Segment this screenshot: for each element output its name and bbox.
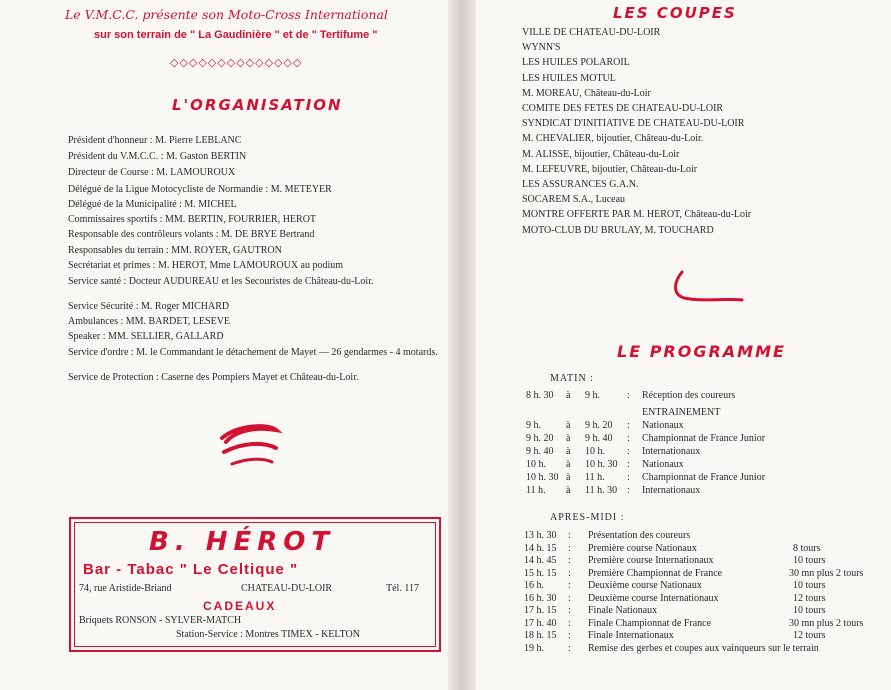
ad-phone: Tél. 117: [386, 583, 419, 594]
matin-desc: Nationaux: [642, 459, 684, 470]
am-tours: 12 tours: [793, 630, 826, 641]
am-time: 14 h. 45: [524, 555, 557, 566]
matin-label: MATIN :: [550, 373, 594, 384]
matin-desc: Championnat de France Junior: [642, 472, 766, 483]
matin-colon: :: [627, 390, 630, 401]
am-colon: :: [568, 542, 571, 554]
organisation-title: L'ORGANISATION: [172, 96, 343, 114]
organisation-line: Ambulances : MM. BARDET, LESEVE: [68, 316, 231, 327]
am-time: 16 h.: [524, 580, 544, 591]
matin-time: 10 h.: [526, 459, 546, 470]
matin-desc: Réception des coureurs: [642, 390, 736, 401]
matin-time: 8 h. 30: [526, 390, 554, 401]
am-tours: 30 mn plus 2 tours: [789, 617, 864, 629]
organisation-line: Président du V.M.C.C. : M. Gaston BERTIN: [68, 151, 247, 162]
am-colon: :: [568, 567, 571, 579]
am-time: 15 h. 15: [524, 567, 557, 579]
matin-time: 10 h. 30: [526, 472, 559, 483]
swirl-ornament-icon: [214, 420, 284, 470]
coupe-item: SOCAREM S.A., Luceau: [522, 194, 626, 206]
am-desc: Première Championnat de France: [588, 567, 723, 579]
matin-a: à: [566, 472, 571, 483]
matin-time: 11 h.: [526, 485, 546, 496]
organisation-line: Délégué de la Ligue Motocycliste de Normandie : M. METEYER: [68, 184, 332, 195]
coupe-item: LES HUILES MOTUL: [522, 72, 616, 84]
am-time: 13 h. 30: [524, 530, 557, 541]
organisation-line: Responsable des contrôleurs volants : M. DE BRYE Bertrand: [68, 229, 315, 240]
flourish-ornament-icon: [660, 268, 750, 308]
herot-advertisement: [69, 517, 441, 652]
matin-colon: :: [627, 459, 630, 470]
coupes-title: LES COUPES: [613, 4, 737, 22]
am-tours: 8 tours: [793, 542, 821, 554]
coupe-item: WYNN'S: [522, 42, 561, 54]
ad-line-1: Briquets RONSON - SYLVER-MATCH: [79, 615, 242, 626]
matin-to: 9 h. 40: [585, 433, 613, 444]
organisation-line: Secrétariat et primes : M. HEROT, Mme LAMOUROUX au podium: [68, 260, 344, 271]
am-colon: :: [568, 630, 571, 641]
am-tours: 10 tours: [793, 580, 826, 591]
matin-time: 9 h.: [526, 420, 541, 431]
matin-a: à: [566, 459, 571, 470]
coupe-item: MONTRE OFFERTE PAR M. HEROT, Château-du-Loir: [522, 209, 752, 221]
am-colon: :: [568, 642, 571, 654]
am-tours: 10 tours: [793, 605, 826, 616]
matin-a: à: [566, 420, 571, 431]
matin-a: à: [566, 485, 571, 496]
am-tours: 12 tours: [793, 592, 826, 604]
matin-to: 10 h.: [585, 446, 605, 457]
matin-to: 9 h.: [585, 390, 600, 401]
ad-name: B. HÉROT: [149, 527, 336, 557]
am-tours: 10 tours: [793, 555, 826, 566]
matin-colon: :: [627, 485, 630, 496]
am-desc: Première course Nationaux: [588, 542, 697, 554]
am-time: 19 h.: [524, 642, 544, 654]
matin-a: à: [566, 390, 571, 401]
apresmidi-label: APRES-MIDI :: [550, 512, 625, 523]
am-time: 17 h. 40: [524, 617, 557, 629]
am-desc: Finale Internationaux: [588, 630, 674, 641]
organisation-line: Commissaires sportifs : MM. BERTIN, FOURRIER, HEROT: [68, 214, 317, 225]
am-colon: :: [568, 580, 571, 591]
matin-to: 10 h. 30: [585, 459, 618, 470]
am-colon: :: [568, 592, 571, 604]
organisation-line: Service Sécurité : M. Roger MICHARD: [68, 301, 230, 312]
coupe-item: LES HUILES POLAROIL: [522, 57, 630, 69]
ad-line-2: Station-Service : Montres TIMEX - KELTON: [176, 629, 360, 640]
coupe-item: M. LEFEUVRE, bijoutier, Château-du-Loir: [522, 163, 698, 175]
coupe-item: MOTO-CLUB DU BRULAY, M. TOUCHARD: [522, 224, 714, 236]
am-tours: 30 mn plus 2 tours: [789, 567, 864, 579]
matin-colon: :: [627, 446, 630, 457]
fleuron-divider: ◇◇◇◇◇◇◇◇◇◇◇◇◇◇: [170, 57, 303, 69]
matin-time: 9 h. 20: [526, 433, 554, 444]
am-desc: Deuxième course Nationaux: [588, 580, 702, 591]
am-colon: :: [568, 555, 571, 566]
organisation-line: Service de Protection : Caserne des Pompiers Mayet et Château-du-Loir.: [68, 372, 359, 383]
am-colon: :: [568, 617, 571, 629]
ad-cadeaux: CADEAUX: [203, 599, 277, 613]
am-colon: :: [568, 530, 571, 541]
organisation-line: Responsables du terrain : MM. ROYER, GAUTRON: [68, 245, 282, 256]
ad-city: CHATEAU-DU-LOIR: [241, 583, 333, 594]
organisation-line: Service santé : Docteur AUDUREAU et les Secouristes de Château-du-Loir.: [68, 276, 374, 287]
matin-desc: Championnat de France Junior: [642, 433, 766, 444]
am-time: 18 h. 15: [524, 630, 557, 641]
coupe-item: M. MOREAU, Château-du-Loir: [522, 87, 651, 99]
organisation-line: Délégué de la Municipalité : M. MICHEL: [68, 199, 237, 210]
coupe-item: LES ASSURANCES G.A.N.: [522, 179, 639, 190]
ad-subtitle: Bar - Tabac " Le Celtique ": [83, 561, 299, 578]
matin-desc: Internationaux: [642, 446, 701, 457]
intro-line-1: Le V.M.C.C. présente son Moto-Cross International: [65, 7, 388, 22]
matin-colon: :: [627, 420, 630, 431]
book-gutter: [448, 0, 476, 690]
programme-title: LE PROGRAMME: [617, 342, 786, 361]
matin-colon: :: [627, 472, 630, 483]
coupe-item: SYNDICAT D'INITIATIVE DE CHATEAU-DU-LOIR: [522, 118, 745, 130]
matin-a: à: [566, 446, 571, 457]
am-desc: Finale Nationaux: [588, 605, 658, 616]
coupe-item: M. CHEVALIER, bijoutier, Château-du-Loir.: [522, 133, 704, 145]
matin-colon: :: [627, 433, 630, 444]
coupe-item: M. ALISSE, bijoutier, Château-du-Loir: [522, 148, 680, 160]
am-desc: Finale Championnat de France: [588, 617, 712, 629]
am-desc: Remise des gerbes et coupes aux vainqueurs sur le terrain: [588, 642, 819, 654]
matin-desc: Internationaux: [642, 485, 701, 496]
am-desc: Présentation des coureurs: [588, 530, 691, 541]
matin-time: 9 h. 40: [526, 446, 554, 457]
ad-address: 74, rue Aristide-Briand: [79, 583, 172, 594]
matin-a: à: [566, 433, 571, 444]
organisation-line: Speaker : MM. SELLIER, GALLARD: [68, 331, 224, 342]
am-time: 14 h. 15: [524, 542, 557, 554]
coupe-item: COMITE DES FETES DE CHATEAU-DU-LOIR: [522, 103, 724, 114]
am-desc: Deuxième course Internationaux: [588, 592, 719, 604]
am-colon: :: [568, 605, 571, 616]
matin-to: 11 h. 30: [585, 485, 618, 496]
matin-to: 11 h.: [585, 472, 605, 483]
am-desc: Première course Internationaux: [588, 555, 714, 566]
coupe-item: VILLE DE CHATEAU-DU-LOIR: [522, 27, 661, 38]
matin-to: 9 h. 20: [585, 420, 613, 431]
am-time: 17 h. 15: [524, 605, 557, 616]
organisation-line: Directeur de Course : M. LAMOUROUX: [68, 167, 236, 178]
matin-desc: Nationaux: [642, 420, 684, 431]
matin-desc: ENTRAINEMENT: [642, 407, 721, 418]
intro-line-2: sur son terrain de " La Gaudinière " et de " Tertifume ": [94, 29, 378, 41]
am-time: 16 h. 30: [524, 592, 557, 604]
organisation-line: Service d'ordre : M. le Commandant le détachement de Mayet — 26 gendarmes - 4 motards.: [68, 347, 438, 358]
organisation-line: Président d'honneur : M. Pierre LEBLANC: [68, 135, 242, 146]
